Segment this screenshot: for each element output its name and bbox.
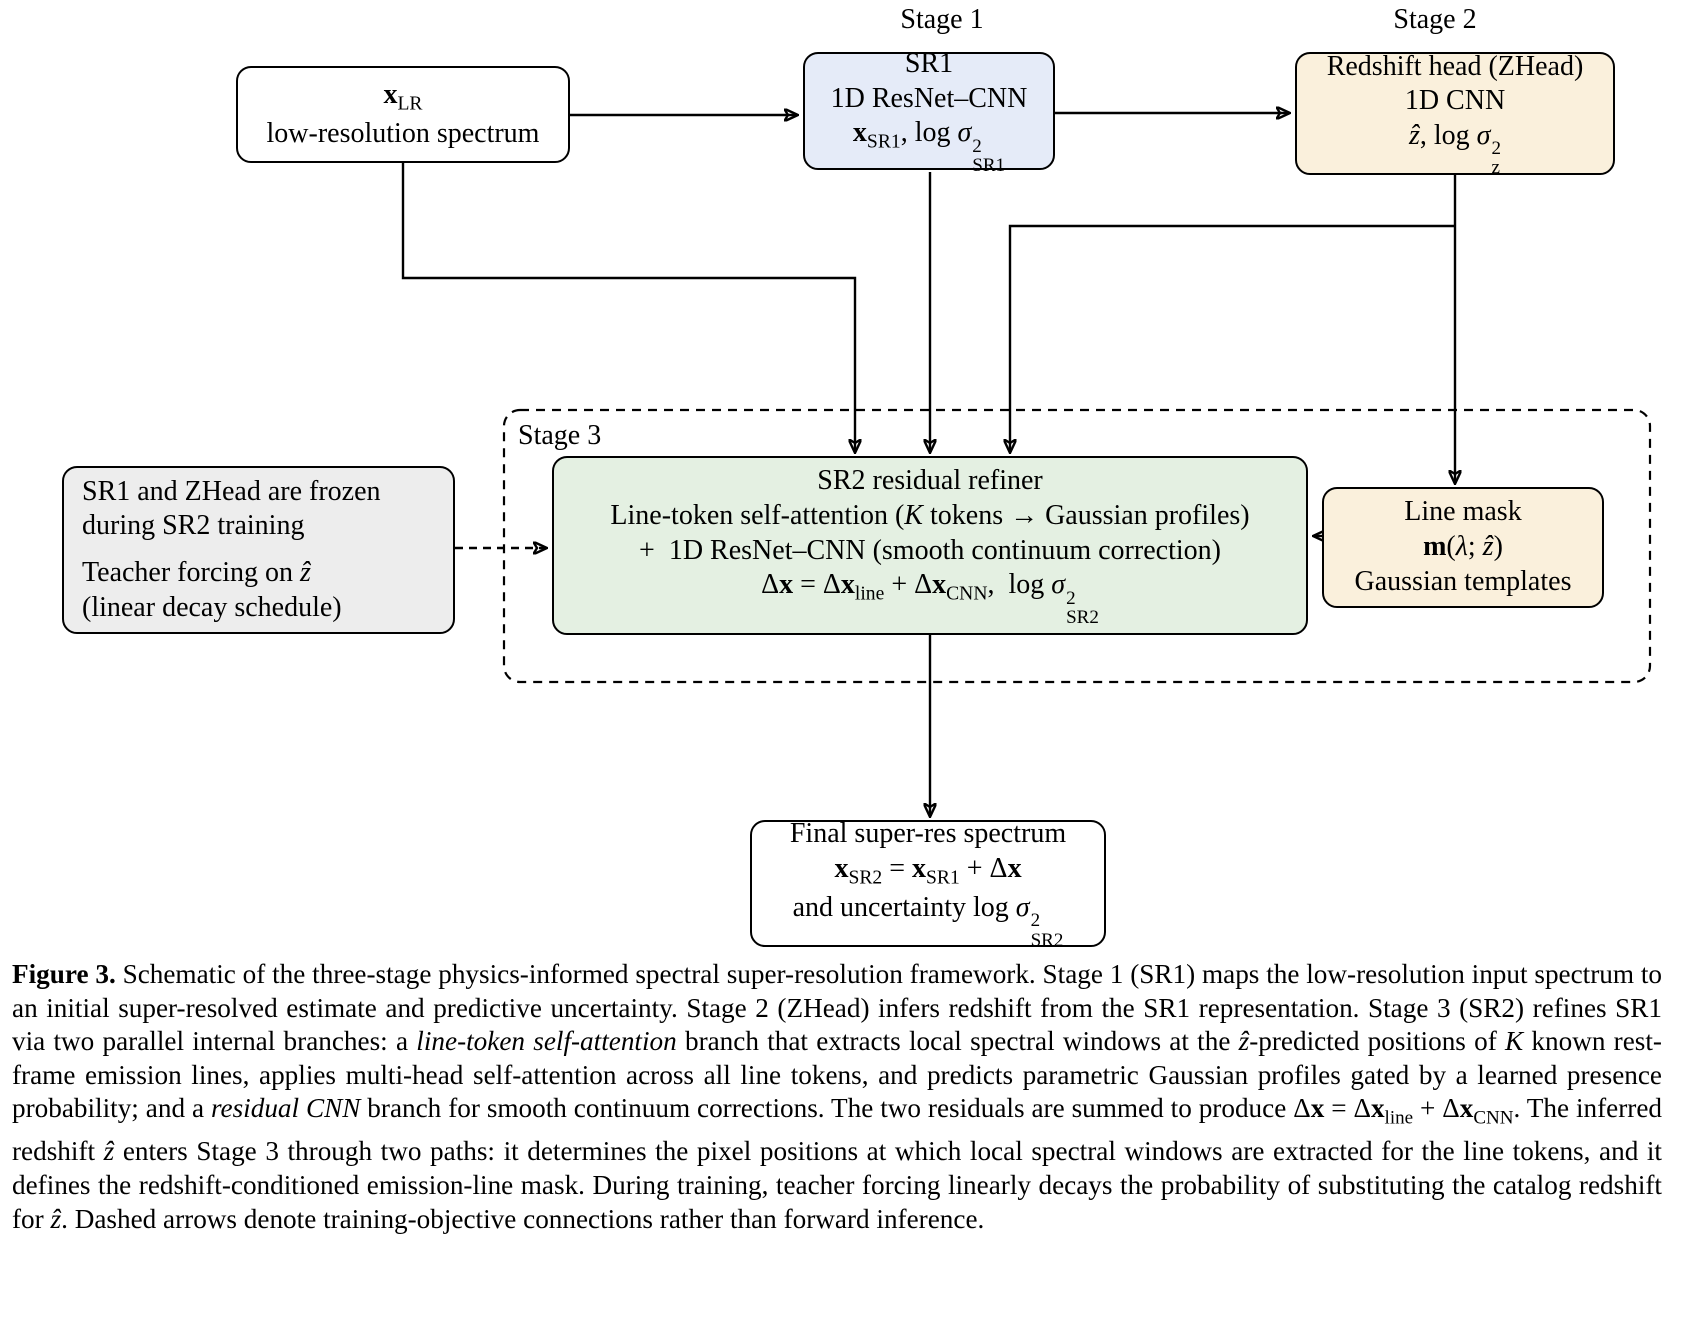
sr1-architecture: 1D ResNet–CNN [830, 82, 1028, 114]
zhead-outputs: ẑ, log σ 2 z [1408, 119, 1501, 179]
arrow-zhead-to-sr2 [1010, 226, 1455, 452]
final-formula: $x_{SR2} = x_{SR1} + \Delta x$ [834, 853, 1022, 889]
sr2-formula: $\Delta x = \Delta x_{line} + \Delta x_{CNN}$, log σ 2 SR2 [761, 569, 1099, 628]
frozen-note-line-2: during SR2 training [82, 510, 305, 542]
arrow-xlr-to-sr2 [403, 163, 855, 452]
stage3-label: Stage 3 [518, 420, 602, 451]
sr1-title: SR1 [904, 48, 954, 79]
final-title: Final super-res spectrum [789, 818, 1067, 850]
zhead-box [1295, 50, 1615, 179]
final-spectrum-box [750, 818, 1106, 951]
sr2-title: SR2 residual refiner [817, 465, 1043, 497]
frozen-note-line-3: Teacher forcing on ẑ [82, 557, 311, 588]
line-mask-box [1322, 487, 1604, 608]
figure-caption: Figure 3. Schematic of the three-stage physics-informed spectral super-resolution framework. Stage 1 (SR1) maps the low-resolution input spectrum to an initial super-resolved estimate and predictive uncertainty. Stage 2 (ZHead) infers redshift from the SR1 representation. Stage 3 (SR2) refines SR1 via two parallel internal branches: a line-token self-attention branch that extracts local spectral windows at the ẑ-predicted positions of K known rest-frame emission lines, applies multi-head self-attention across all line tokens, and predicts parametric Gaussian profiles gated by a learned presence probability; and a residual CNN branch for smooth continuum corrections. The two residuals are summed to produce $\Delta x = \Delta x_{line} + \Delta x_{CNN}$. The inferred redshift ẑ enters Stage 3 through two paths: it determines the pixel positions at which local spectral windows are extracted for the line tokens, and it defines the redshift-conditioned emission-line mask. During training, teacher forcing linearly decays the probability of substituting the catalog redshift for ẑ. Dashed arrows denote training-objective connections rather than forward inference. [12, 959, 1662, 1234]
sr1-box [803, 48, 1055, 176]
xlr-symbol: $x_{LR}$ [383, 78, 423, 115]
sr2-box [552, 456, 1308, 635]
stage2-label: Stage 2 [1393, 4, 1477, 35]
final-uncertainty: and uncertainty log σ 2 SR2 [792, 892, 1064, 951]
frozen-note-box [62, 466, 455, 634]
frozen-note-line-1: SR1 and ZHead are frozen [82, 475, 381, 507]
xlr-description: low-resolution spectrum [266, 117, 540, 149]
frozen-note-line-4: (linear decay schedule) [82, 591, 342, 623]
line-mask-title: Line mask [1404, 496, 1522, 528]
zhead-title: Redshift head (ZHead) [1326, 50, 1584, 82]
sr2-branch-attention: Line-token self-attention (K tokens → Gaussian profiles) [610, 499, 1250, 531]
sr2-branch-cnn: + 1D ResNet–CNN (smooth continuum correction) [639, 534, 1221, 566]
zhead-architecture: 1D CNN [1404, 85, 1506, 117]
line-mask-formula: m(λ; ẑ) [1423, 531, 1503, 563]
line-mask-templates: Gaussian templates [1354, 565, 1572, 597]
stage1-label: Stage 1 [900, 4, 984, 35]
low-resolution-spectrum-box [236, 66, 570, 163]
sr1-outputs: $x_{SR1}$, log σ 2 SR1 [852, 117, 1006, 176]
